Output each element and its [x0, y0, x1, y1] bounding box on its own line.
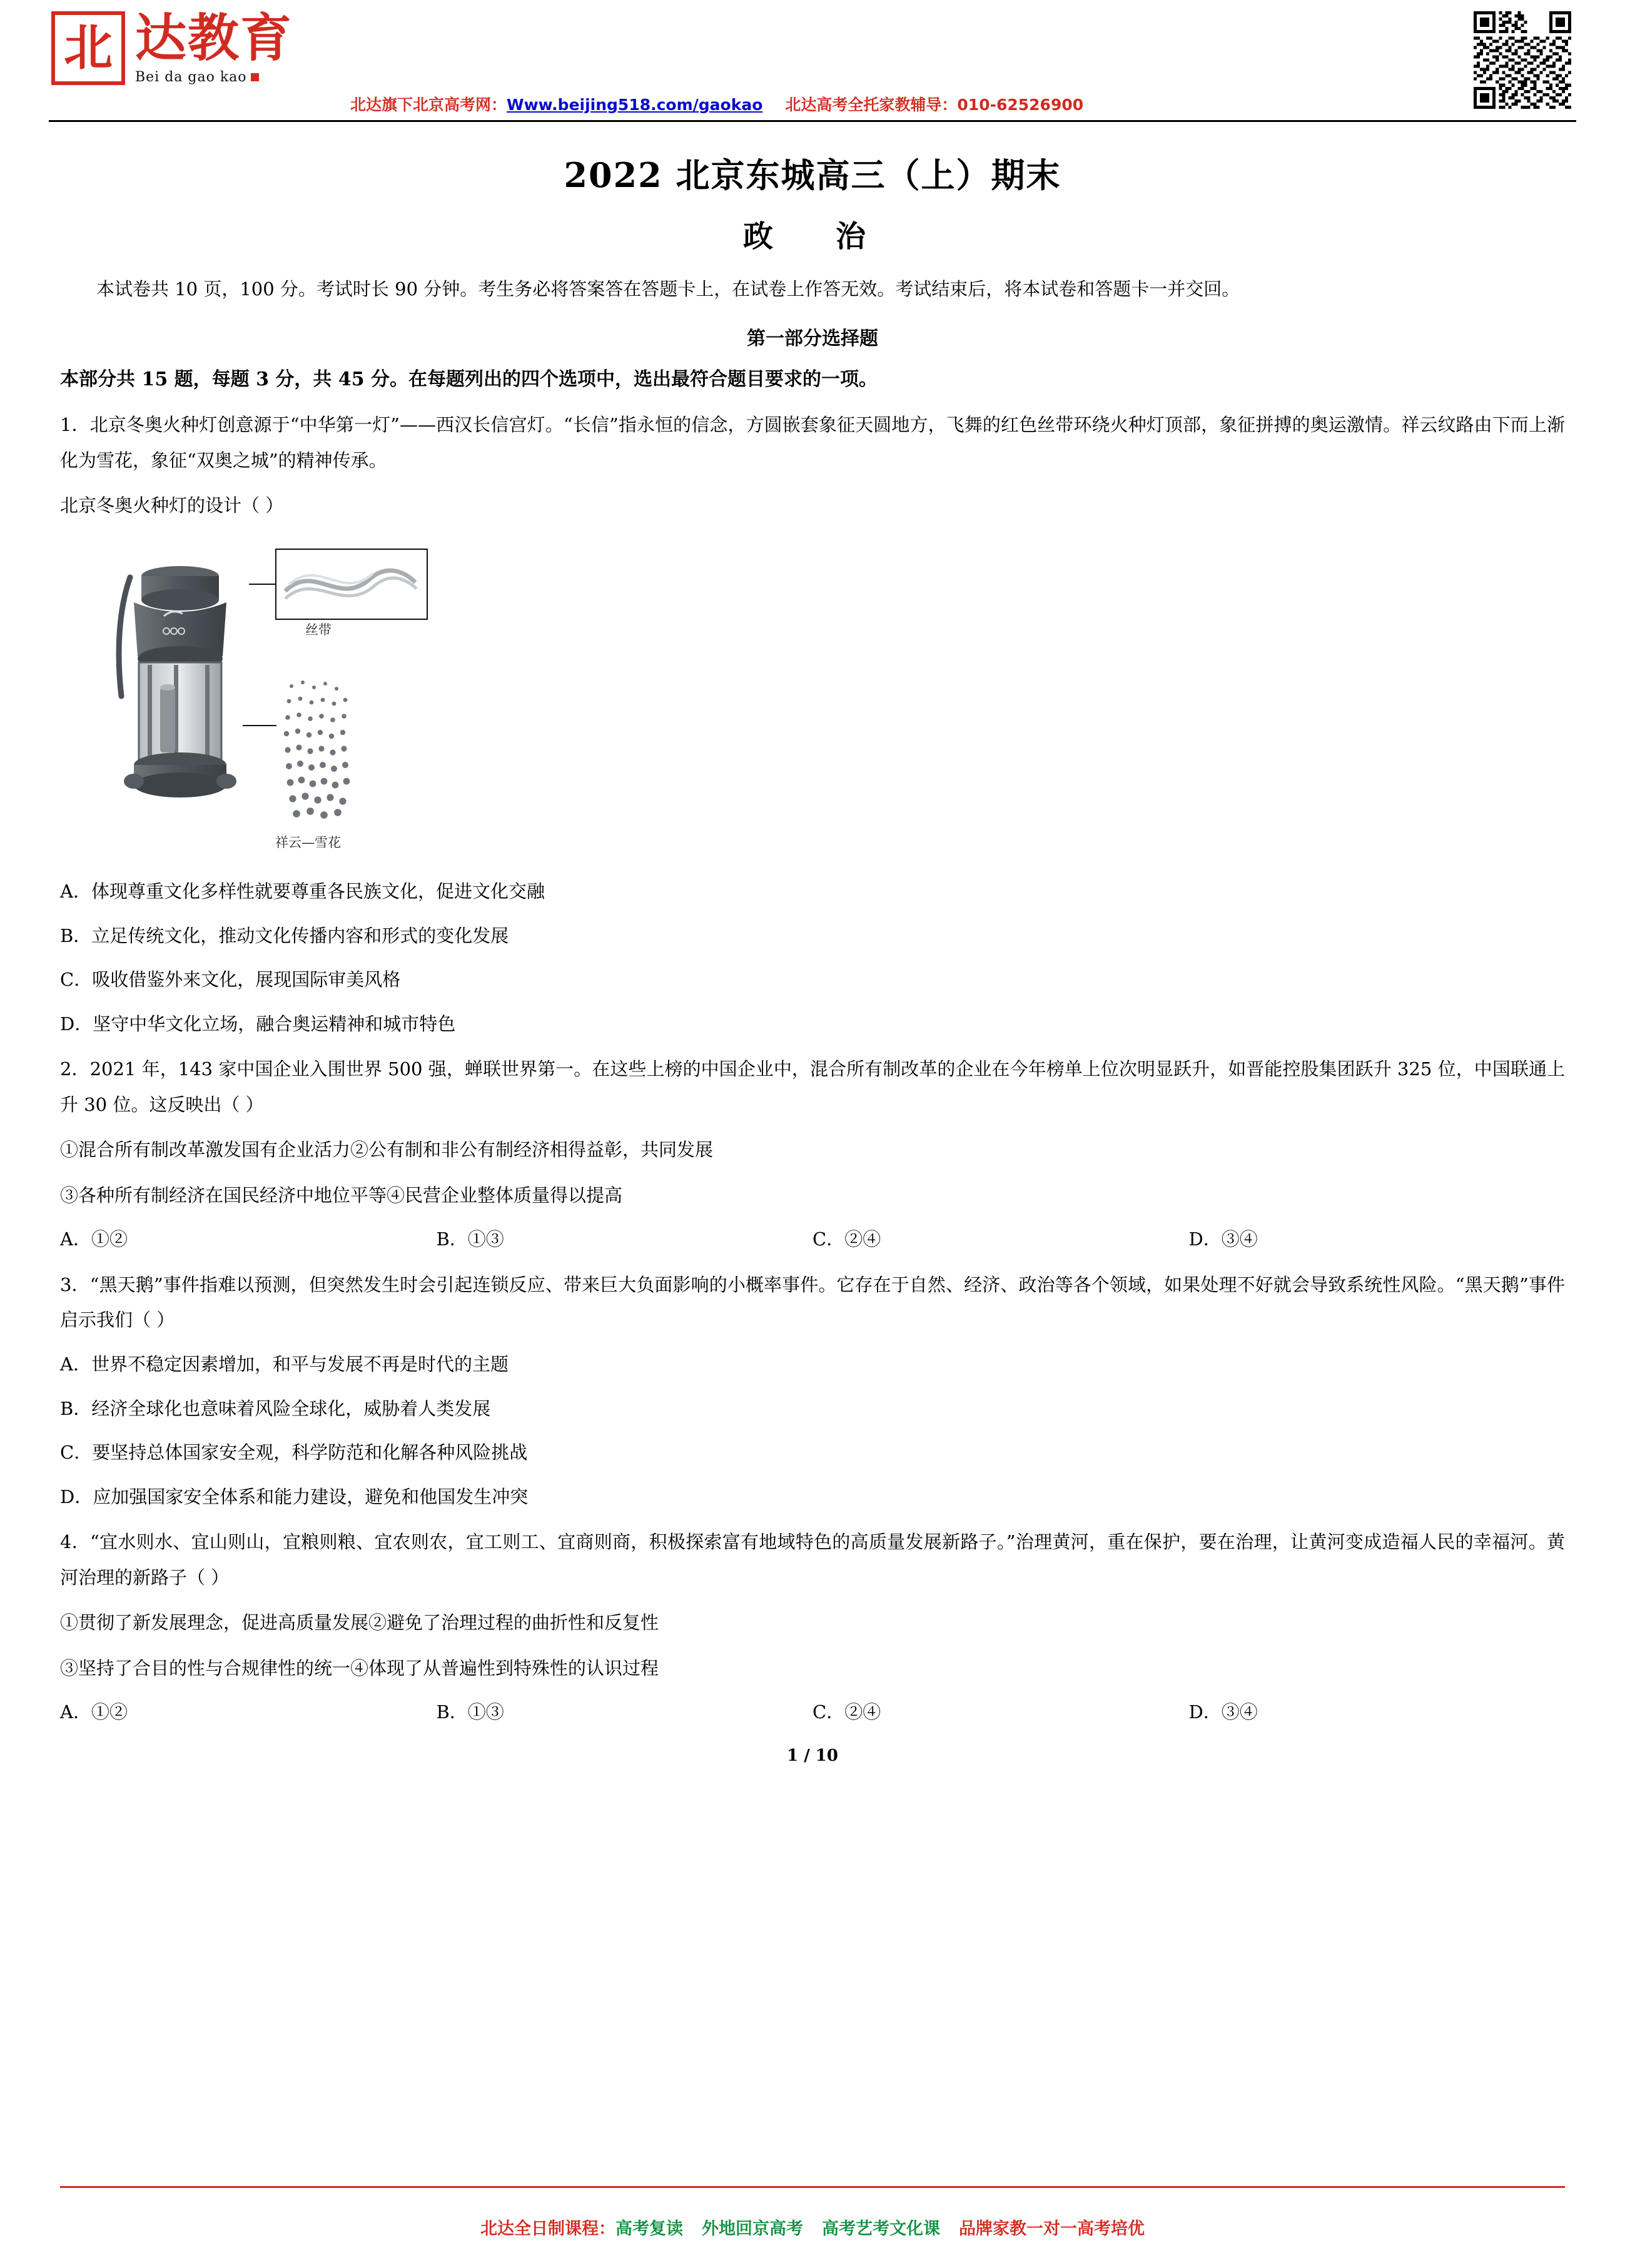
- question-1-stem-line2: 北京冬奥火种灯的设计（ ）: [60, 495, 284, 517]
- figure-label-ribbon: 丝带: [305, 622, 332, 637]
- question-4-options: [60, 1694, 1565, 1730]
- qr-code-icon: [1474, 11, 1571, 109]
- exam-content: [0, 152, 1625, 1765]
- header-links: [350, 93, 1083, 115]
- footer-item-2[interactable]: 外地回京高考: [702, 2219, 803, 2239]
- figure-ribbon-box: [275, 549, 428, 620]
- footer-item-4[interactable]: 品牌家教一对一高考培优: [959, 2219, 1145, 2239]
- part-one-title: 第一部分选择题: [747, 328, 878, 350]
- question-3-option-d[interactable]: D．应加强国家安全体系和能力建设，避免和他国发生冲突: [60, 1486, 529, 1507]
- logo-mark-char: 北: [63, 19, 113, 76]
- logo-english-name: Bei da gao kao: [135, 69, 293, 85]
- question-1-figure: [88, 534, 438, 865]
- footer-item-1[interactable]: 高考复读: [615, 2219, 683, 2239]
- question-2-option-b[interactable]: B．①③: [436, 1228, 504, 1250]
- question-2-options: [60, 1222, 1565, 1257]
- question-3-option-a[interactable]: A．世界不稳定因素增加，和平与发展不再是时代的主题: [60, 1353, 509, 1375]
- question-2-statement-1-2: ①混合所有制改革激发国有企业活力②公有制和非公有制经济相得益彰，共同发展: [60, 1139, 714, 1161]
- question-1-stem: 1．北京冬奥火种灯创意源于“中华第一灯”——西汉长信宫灯。“长信”指永恒的信念，方圆嵌套象征天圆地方，飞舞的红色丝带环绕火种灯顶部，象征拼搏的奥运激情。祥云纹路由下而上渐化为雪花，象征“双奥之城”的精神传承。: [60, 414, 1565, 471]
- footer-item-3[interactable]: 高考艺考文化课: [822, 2219, 940, 2239]
- question-4-stem: 4．“宜水则水、宜山则山，宜粮则粮、宜农则农，宜工则工、宜商则商，积极探索富有地域特色的高质量发展新路子。”治理黄河，重在保护，要在治理，让黄河变成造福人民的幸福河。黄河治理的新路子（ ）: [60, 1531, 1565, 1588]
- page-header: [0, 0, 1625, 134]
- header-tutor-phone: 北达高考全托家教辅导：010-62526900: [785, 96, 1084, 114]
- logo-mark-icon: [51, 11, 125, 85]
- question-4-option-b[interactable]: B．①③: [436, 1701, 504, 1723]
- question-2-stem: 2．2021 年，143 家中国企业入围世界 500 强，蝉联世界第一。在这些上榜的中国企业中，混合所有制改革的企业在今年榜单上位次明显跃升，如晋能控股集团跃升 325 位，中国联通上升 30 位。这反映出（ ）: [60, 1058, 1565, 1115]
- site-logo: [51, 8, 293, 85]
- question-2-option-c[interactable]: C．②④: [812, 1228, 881, 1250]
- question-2-option-d[interactable]: D．③④: [1188, 1228, 1258, 1250]
- figure-leader-line-top: [249, 584, 275, 585]
- question-2-statement-3-4: ③各种所有制经济在国民经济中地位平等④民营企业整体质量得以提高: [60, 1184, 623, 1206]
- subject-title: 政 治: [742, 218, 882, 254]
- figure-cloud-snow-box: [275, 672, 363, 829]
- logo-chinese-name: 达教育: [135, 8, 293, 68]
- page-footer: [0, 2215, 1625, 2239]
- page-number: 1 / 10: [787, 1746, 838, 1765]
- figure-label-cloud-snow: 祥云—雪花: [275, 834, 341, 850]
- question-1-option-d[interactable]: D．坚守中华文化立场，融合奥运精神和城市特色: [60, 1013, 456, 1035]
- question-1-option-c[interactable]: C．吸收借鉴外来文化，展现国际审美风格: [60, 969, 401, 991]
- figure-leader-line-bottom: [243, 725, 276, 726]
- question-4-statement-3-4: ③坚持了合目的性与合规律性的统一④体现了从普遍性到特殊性的认识过程: [60, 1657, 659, 1679]
- question-1-option-b[interactable]: B．立足传统文化，推动文化传播内容和形式的变化发展: [60, 924, 509, 946]
- part-one-note: 本部分共 15 题，每题 3 分，共 45 分。在每题列出的四个选项中，选出最符合题目要求的一项。: [60, 368, 878, 391]
- question-3-option-b[interactable]: B．经济全球化也意味着风险全球化，威胁着人类发展: [60, 1397, 491, 1419]
- footer-divider: [60, 2186, 1565, 2188]
- header-link-prefix: 北达旗下北京高考网：: [350, 96, 507, 114]
- torch-lantern-image: [106, 540, 250, 821]
- question-4-statement-1-2: ①贯彻了新发展理念，促进高质量发展②避免了治理过程的曲折性和反复性: [60, 1612, 659, 1634]
- question-3-option-c[interactable]: C．要坚持总体国家安全观，科学防范和化解各种风险挑战: [60, 1442, 528, 1464]
- question-3-stem: 3．“黑天鹅”事件指难以预测，但突然发生时会引起连锁反应、带来巨大负面影响的小概率事件。它存在于自然、经济、政治等各个领域，如果处理不好就会导致系统性风险。“黑天鹅”事件启示我们（ ）: [60, 1273, 1565, 1331]
- exam-instructions: 本试卷共 10 页，100 分。考试时长 90 分钟。考生务必将答案答在答题卡上，在试卷上作答无效。考试结束后，将本试卷和答题卡一并交回。: [96, 278, 1240, 300]
- footer-label: 北达全日制课程：: [480, 2219, 615, 2239]
- header-website-link[interactable]: Www.beijing518.com/gaokao: [507, 96, 763, 114]
- question-1-option-a[interactable]: A．体现尊重文化多样性就要尊重各民族文化，促进文化交融: [60, 880, 545, 902]
- logo-square-icon: [251, 73, 259, 81]
- question-4-option-c[interactable]: C．②④: [812, 1701, 881, 1723]
- logo-text: [135, 8, 293, 85]
- page-title: 2022 北京东城高三（上）期末: [564, 155, 1061, 195]
- question-2-option-a[interactable]: A．①②: [60, 1228, 128, 1250]
- question-4-option-d[interactable]: D．③④: [1188, 1701, 1258, 1723]
- question-4-option-a[interactable]: A．①②: [60, 1701, 128, 1723]
- header-divider: [49, 120, 1576, 122]
